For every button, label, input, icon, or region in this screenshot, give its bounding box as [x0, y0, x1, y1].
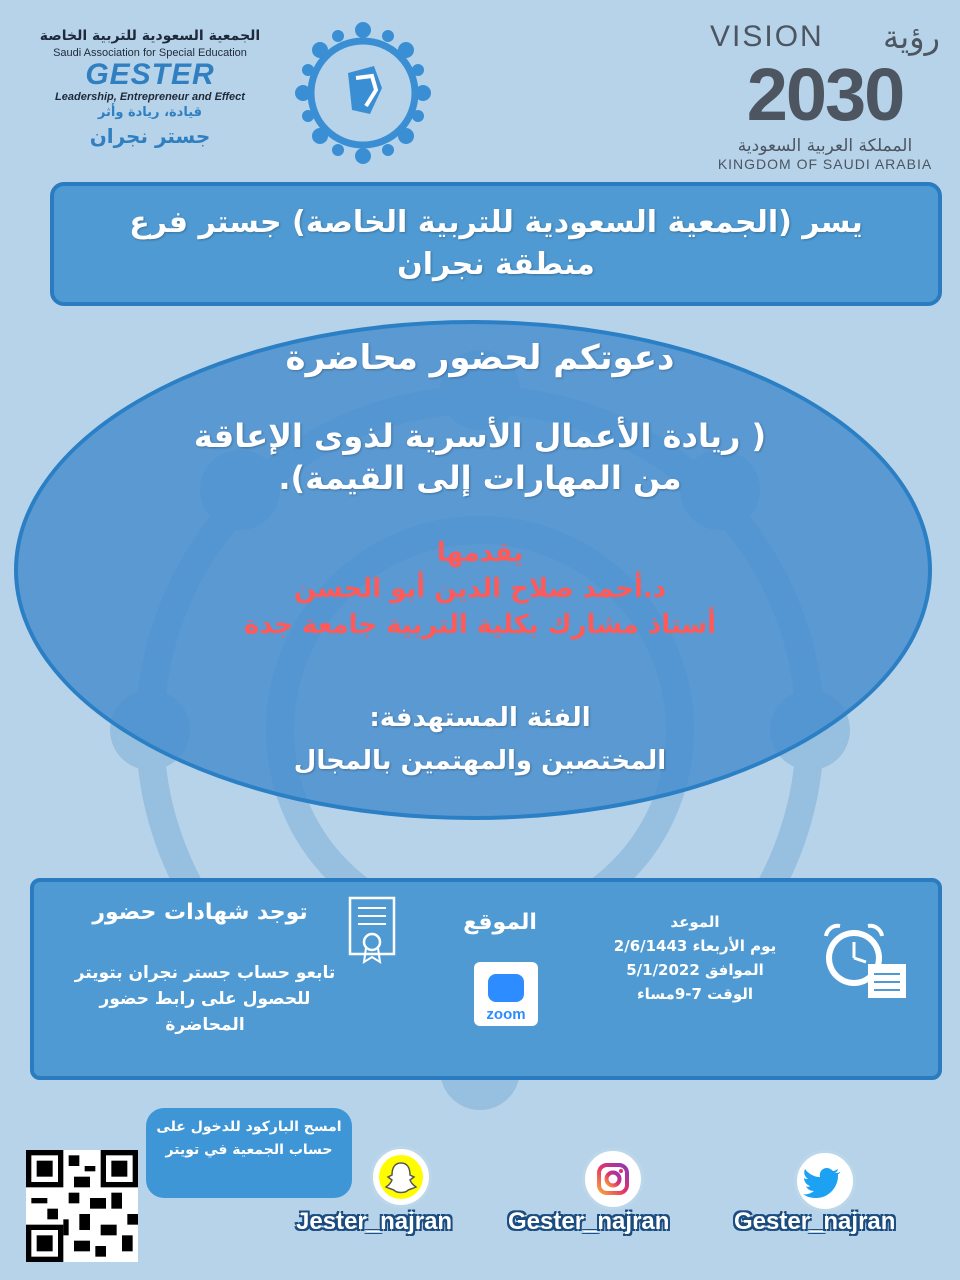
twitter-bird-icon [797, 1153, 853, 1209]
gester-identity [30, 28, 270, 148]
presented-by: يقدمها [436, 538, 524, 568]
zoom-camera-icon [488, 974, 524, 1002]
presenter-title: أستاذ مشارك بكلية التربية جامعة جدة [243, 610, 717, 640]
branch-name: جستر نجران [89, 124, 211, 148]
invite-text: دعوتكم لحضور محاضرة [285, 338, 675, 378]
vision-year: 2030 [746, 53, 904, 136]
date-label: الموعد [670, 913, 720, 931]
twitter-follow-note: تابعو حساب جستر نجران بتويتر للحصول على رابط حضور المحاضرة [74, 963, 336, 1035]
location-label: الموقع [463, 910, 537, 935]
alarm-clock-icon [818, 922, 910, 1002]
certificates-text: توجد شهادات حضور [92, 900, 308, 925]
vision-2030-logo [710, 18, 940, 172]
vision-label-ar: رؤية [883, 18, 940, 56]
qr-code-icon[interactable] [26, 1150, 138, 1262]
association-name-ar: الجمعية السعودية للتربية الخاصة [39, 28, 261, 44]
snapchat-icon[interactable] [370, 1146, 432, 1208]
qr-instruction: امسح الباركود للدخول على حساب الجمعية في تويتر [146, 1108, 352, 1198]
instagram-icon[interactable] [582, 1148, 644, 1210]
tagline-en: Leadership, Entrepreneur and Effect [55, 91, 245, 103]
schedule-block [580, 910, 810, 1006]
association-name-en: Saudi Association for Special Education [53, 47, 247, 59]
snapchat-handle[interactable]: Jester_najran [296, 1208, 453, 1235]
time-text: الوقت 7-9مساء [636, 985, 754, 1003]
hands-logo-icon [278, 18, 448, 168]
vision-label-en: VISION [710, 20, 824, 53]
snapchat-ghost-icon [373, 1149, 429, 1205]
twitter-icon[interactable] [794, 1150, 856, 1212]
announcement-title: يسر (الجمعية السعودية للتربية الخاصة) جستر فرع منطقة نجران [50, 182, 942, 306]
target-audience-label: الفئة المستهدفة: [369, 703, 591, 733]
kingdom-name-en: KINGDOM OF SAUDI ARABIA [717, 156, 933, 172]
zoom-label: zoom [486, 1006, 526, 1023]
instagram-glyph-icon [585, 1151, 641, 1207]
lecture-title-line2: من المهارات إلى القيمة). [278, 459, 682, 497]
certificate-icon [344, 894, 400, 966]
presenter-block [0, 535, 960, 643]
target-audience-value: المختصين والمهتمين بالمجال [293, 746, 667, 776]
lecture-title-line1: ( ريادة الأعمال الأسرية لذوى الإعاقة [193, 417, 767, 455]
zoom-icon [474, 962, 538, 1026]
lecture-title [0, 415, 960, 499]
gester-brand: GESTER [85, 58, 215, 91]
tagline-ar: قيادة، ريادة وأثر [97, 105, 203, 120]
twitter-handle[interactable]: Gester_najran [734, 1208, 896, 1235]
presenter-name: د.أحمد صلاح الدين أبو الحسن [293, 574, 667, 604]
date-hijri: يوم الأربعاء 2/6/1443 [613, 937, 777, 955]
date-gregorian: الموافق 5/1/2022 [626, 961, 764, 979]
instagram-handle[interactable]: Gester_najran [508, 1208, 670, 1235]
kingdom-name-ar: المملكة العربية السعودية [737, 136, 913, 156]
